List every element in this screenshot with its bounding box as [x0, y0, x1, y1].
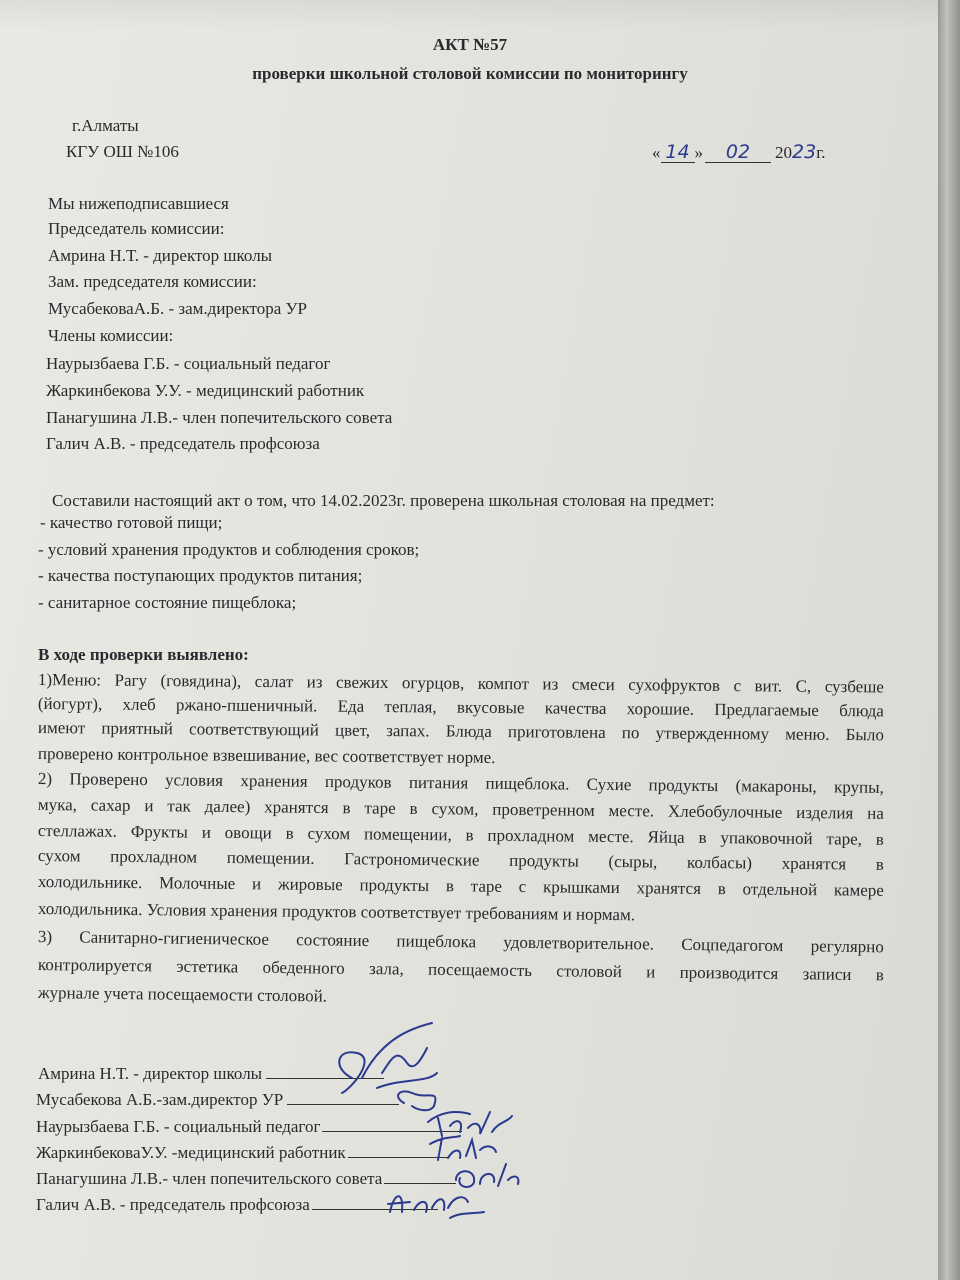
signature-name: Мусабекова А.Б.-зам.директор УР — [36, 1090, 284, 1109]
signature-line — [36, 1143, 448, 1163]
signature-name: Наурызбаева Г.Б. - социальный педагог — [36, 1117, 321, 1136]
subject-item: - качества поступающих продуктов питания; — [38, 566, 363, 585]
member-item: Жаркинбекова У.У. - медицинский работник — [46, 381, 365, 400]
findings-line: проверено контрольное взвешивание, вес соответствует норме. — [37, 744, 496, 767]
subject-intro: Составили настоящий акт о том, что 14.02.2023г. проверена школьная столовая на предмет: — [52, 491, 715, 510]
subject-item: - условий хранения продуктов и соблюдения сроков; — [38, 540, 420, 559]
signature-name: Панагушина Л.В.- член попечительского совета — [36, 1169, 383, 1188]
signature-name: ЖаркинбековаУ.У. -медицинский работник — [36, 1143, 346, 1162]
organization: КГУ ОШ №106 — [66, 142, 179, 161]
member-item: Галич А.В. - председатель профсоюза — [46, 434, 320, 453]
findings-line: журнале учета посещаемости столовой. — [37, 983, 328, 1006]
findings-line: холодильнике. Молочные и жировые продукты в таре с крышками хранятся в отдельной камере — [37, 872, 884, 900]
date-day: 14 — [661, 142, 695, 163]
deputy-label: Зам. председателя комиссии: — [48, 272, 257, 291]
document-subtitle: проверки школьной столовой комиссии по мониторингу — [252, 64, 688, 83]
member-item: Панагушина Л.В.- член попечительского совета — [46, 408, 393, 427]
findings-heading: В ходе проверки выявлено: — [38, 645, 249, 664]
date-year-prefix: 20 — [775, 143, 792, 162]
findings-line: 1)Меню: Рагу (говядина), салат из свежих огурцов, компот из смеси сухофруктов с вит. С, сузбеше — [37, 670, 884, 697]
handwritten-signature — [380, 1182, 490, 1226]
findings-line: имеют приятный соответствующий цвет, запах. Блюда приготовлена по утвержденному меню. Было — [37, 718, 884, 745]
findings-line: (йогурт), хлеб ржано-пшеничный. Еда теплая, вкусовые качества хорошие. Предлагаемые блюда — [37, 694, 884, 721]
chair-name: Амрина Н.Т. - директор школы — [48, 246, 273, 265]
subject-item: - санитарное состояние пищеблока; — [38, 593, 297, 612]
date-month: 02 — [705, 142, 771, 163]
member-item: Наурызбаева Г.Б. - социальный педагог — [46, 354, 331, 373]
page-shadow — [0, 0, 940, 30]
findings-line: 3) Санитарно-гигиеническое состояние пищеблока удовлетворительное. Соцпедагогом регулярно — [37, 927, 884, 957]
findings-line: холодильника. Условия хранения продуктов соответствует требованиям и нормам. — [37, 899, 636, 925]
findings-line: мука, сахар и так далее) хранятся в таре в сухом, проветренном месте. Хлебобулочные изделия на — [37, 795, 884, 823]
findings-line: контролируется эстетика обеденного зала, посещаемость столовой и производится записи в — [37, 955, 884, 985]
findings-line: сухом прохладном помещении. Гастрономические продукты (сыры, колбасы) хранятся в — [37, 846, 884, 874]
date-close-quote: » — [694, 143, 703, 162]
date-year-end: г. — [816, 143, 826, 162]
date-year-suffix: 23 — [792, 141, 817, 163]
document-title: АКТ №57 — [432, 35, 508, 54]
signature-name: Амрина Н.Т. - директор школы — [38, 1064, 263, 1083]
findings-line: 2) Проверено условия хранения продуков питания пищеблока. Сухие продукты (макароны, крупы, — [37, 769, 884, 797]
findings-line: стеллажах. Фрукты и овощи в сухом помещении, в прохладном месте. Яйца в упаковочной таре, в — [37, 821, 884, 849]
chair-label: Председатель комиссии: — [48, 219, 225, 238]
commission-intro: Мы нижеподписавшиеся — [48, 194, 229, 213]
page-edge — [938, 0, 960, 1280]
date-field — [652, 142, 826, 163]
members-label: Члены комиссии: — [48, 326, 174, 345]
city: г.Алматы — [72, 116, 139, 135]
signature-name: Галич А.В. - председатель профсоюза — [36, 1195, 310, 1214]
date-open-quote: « — [652, 143, 661, 162]
signature-line — [36, 1195, 438, 1215]
signature-line — [36, 1117, 462, 1137]
deputy-name: МусабековаА.Б. - зам.директора УР — [48, 299, 307, 318]
subject-item: - качество готовой пищи; — [40, 513, 223, 532]
